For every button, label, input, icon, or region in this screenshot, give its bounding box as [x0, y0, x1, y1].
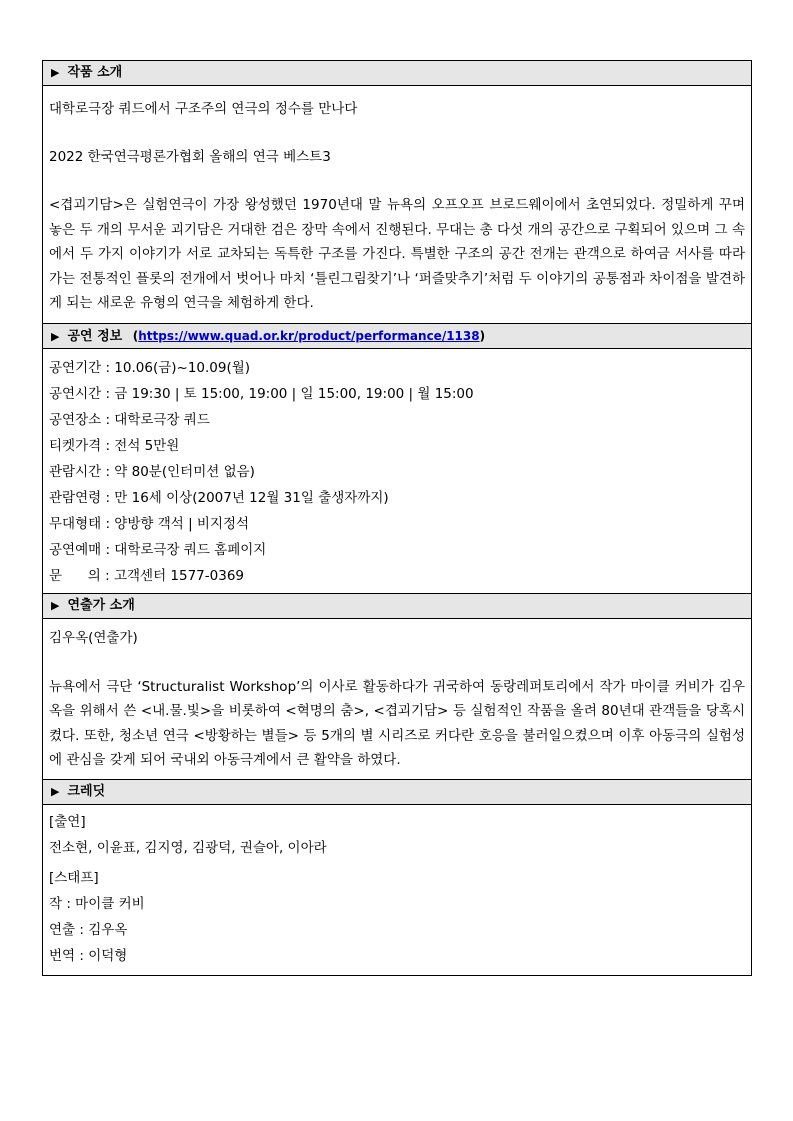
- triangle-icon: ▶: [51, 329, 60, 343]
- staff-row: 연출 : 김우옥: [49, 921, 128, 938]
- director-name: 김우옥(연출가): [49, 629, 138, 646]
- info-row: 문 의 : 고객센터 1577-0369: [49, 567, 244, 584]
- director-bio: 뉴욕에서 극단 ‘Structuralist Workshop’의 이사로 활동하다가 귀국하여 동랑레퍼토리에서 작가 마이클 커비가 김우옥을 위해서 쓴 <내.물.빛>을 비롯하여 <혁명의 춤>, <겹괴기담> 등 실험적인 작품을 올려 80년대 관객들을 당혹시켰다. 또한, 청소년 연극 <방황하는 별들> 등 5개의 별 시리즈로 커다란 호응을 불러일으켰으며 이후 아동극의 실험성에 관심을 갖게 되어 국내외 아동극계에서 큰 활약을 하였다.: [49, 678, 745, 768]
- info-row: 관람시간 : 약 80분(인터미션 없음): [49, 463, 255, 480]
- staff-row: 작 : 마이클 커비: [49, 895, 145, 912]
- section-title: 작품 소개: [67, 65, 123, 80]
- info-row: 공연예매 : 대학로극장 쿼드 홈페이지: [49, 541, 267, 558]
- performance-link[interactable]: https://www.quad.or.kr/product/performance/1138: [138, 328, 480, 343]
- triangle-icon: ▶: [51, 598, 60, 612]
- section-header-intro: [43, 61, 751, 86]
- section-header-info: ▶ 공연 정보 (https://www.quad.or.kr/product/performance/1138): [43, 324, 751, 349]
- staff-row: 번역 : 이덕형: [49, 947, 128, 964]
- triangle-icon: ▶: [51, 66, 60, 79]
- director-section: [43, 619, 751, 780]
- info-section: [43, 349, 751, 594]
- intro-description: <겹괴기담>은 실험연극이 가장 왕성했던 1970년대 말 뉴욕의 오프오프 브로드웨이에서 초연되었다. 정밀하게 꾸며 놓은 두 개의 무서운 괴기담은 거대한 검은 장막 속에서 진행된다. 무대는 총 다섯 개의 공간으로 구획되어 있으며 그 속에서 두 가지 이야기가 서로 교차되는 독특한 구조를 가진다. 특별한 구조의 공간 전개는 관객으로 하여금 서사를 따라가는 전통적인 플롯의 전개에서 벗어나 마치 ‘틀린그림찾기’나 ‘퍼즐맞추기’처럼 두 이야기의 공통점과 차이점을 발견하게 되는 새로운 유형의 연극을 체험하게 한다.: [49, 197, 745, 311]
- award-line: 2022 한국연극평론가협회 올해의 연극 베스트3: [49, 149, 331, 165]
- staff-label: [스태프]: [49, 869, 99, 886]
- intro-section: [43, 86, 751, 324]
- cast-list: 전소현, 이윤표, 김지영, 김광덕, 권슬아, 이아라: [49, 839, 327, 856]
- info-row: 공연기간 : 10.06(금)~10.09(월): [49, 359, 251, 376]
- triangle-icon: ▶: [51, 784, 60, 798]
- section-title: 연출가 소개: [67, 597, 135, 613]
- section-header-credits: [43, 780, 751, 805]
- credits-section: [43, 805, 751, 975]
- document-table: [42, 60, 752, 976]
- info-row: 티켓가격 : 전석 5만원: [49, 437, 180, 454]
- section-header-director: [43, 594, 751, 619]
- info-row: 공연장소 : 대학로극장 쿼드: [49, 411, 210, 428]
- headline: 대학로극장 쿼드에서 구조주의 연극의 정수를 만나다: [49, 101, 358, 117]
- info-row: 관람연령 : 만 16세 이상(2007년 12월 31일 출생자까지): [49, 489, 389, 506]
- section-title: 크레딧: [67, 783, 106, 799]
- info-row: 공연시간 : 금 19:30 | 토 15:00, 19:00 | 일 15:00, 19:00 | 월 15:00: [49, 385, 474, 402]
- cast-label: [출연]: [49, 813, 86, 830]
- info-row: 무대형태 : 양방향 객석 | 비지정석: [49, 515, 250, 532]
- section-title: 공연 정보: [67, 328, 123, 344]
